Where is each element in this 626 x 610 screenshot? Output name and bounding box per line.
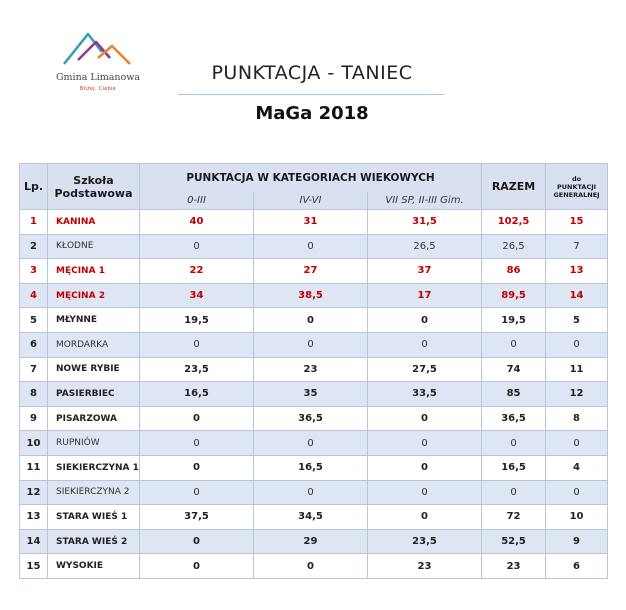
cell-cat-0-iii: 19,5 [140,308,254,333]
cell-general: 14 [546,283,608,308]
cell-cat-vii: 17 [368,283,482,308]
table-row [20,505,608,530]
cell-cat-vii: 0 [368,332,482,357]
cell-lp: 2 [20,234,48,259]
cell-cat-iv-vi: 16,5 [254,455,368,480]
cell-lp: 5 [20,308,48,333]
cell-cat-0-iii: 0 [140,234,254,259]
cell-cat-vii: 37 [368,259,482,284]
cell-cat-0-iii: 0 [140,455,254,480]
cell-general: 0 [546,431,608,456]
cell-cat-iv-vi: 27 [254,259,368,284]
cell-cat-vii: 33,5 [368,382,482,407]
cell-cat-iv-vi: 0 [254,234,368,259]
cell-cat-iv-vi: 35 [254,382,368,407]
cell-school: MĘCINA 1 [48,259,140,284]
cell-general: 11 [546,357,608,382]
cell-school: MORDARKA [48,332,140,357]
mountains-logo-icon [58,28,138,72]
cell-total: 36,5 [482,406,546,431]
cell-school: STARA WIEŚ 1 [48,505,140,530]
cell-general: 4 [546,455,608,480]
table-row [20,210,608,235]
logo-tagline: Bliżej. Ciebie [79,86,117,92]
cell-general: 13 [546,259,608,284]
cell-total: 89,5 [482,283,546,308]
table-row [20,455,608,480]
logo-name: Gmina Limanowa [55,72,141,83]
page-subtitle: MaGa 2018 [255,103,369,124]
cell-lp: 14 [20,529,48,554]
cell-cat-iv-vi: 23 [254,357,368,382]
cell-lp: 3 [20,259,48,284]
cell-lp: 6 [20,332,48,357]
cell-cat-iv-vi: 31 [254,210,368,235]
table-row [20,480,608,505]
cell-lp: 11 [20,455,48,480]
header-general-line: GENERALNEJ [553,190,600,199]
gmina-logo [52,28,144,98]
cell-cat-vii: 0 [368,431,482,456]
cell-cat-iv-vi: 0 [254,431,368,456]
table-row [20,234,608,259]
cell-cat-iv-vi: 0 [254,332,368,357]
header-general [546,164,608,210]
header-general-line: PUNKTACJI [556,182,597,191]
title-divider [178,94,444,95]
cell-cat-vii: 0 [368,505,482,530]
header-cat-iv-vi: IV-VI [254,192,368,210]
cell-lp: 13 [20,505,48,530]
cell-general: 12 [546,382,608,407]
cell-school: NOWE RYBIE [48,357,140,382]
cell-cat-iv-vi: 29 [254,529,368,554]
cell-cat-0-iii: 16,5 [140,382,254,407]
cell-school: SIEKIERCZYNA 1 [48,455,140,480]
cell-cat-vii: 31,5 [368,210,482,235]
cell-school: STARA WIEŚ 2 [48,529,140,554]
cell-school: MĘCINA 2 [48,283,140,308]
header-total: RAZEM [482,164,546,210]
cell-total: 0 [482,332,546,357]
table-row [20,529,608,554]
header-categories: PUNKTACJA W KATEGORIACH WIEKOWYCH [140,164,482,192]
cell-lp: 8 [20,382,48,407]
cell-cat-iv-vi: 0 [254,480,368,505]
table-row [20,554,608,579]
cell-total: 85 [482,382,546,407]
cell-lp: 15 [20,554,48,579]
cell-total: 0 [482,480,546,505]
cell-school: RUPNIÓW [48,431,140,456]
cell-cat-0-iii: 23,5 [140,357,254,382]
cell-lp: 1 [20,210,48,235]
cell-total: 72 [482,505,546,530]
cell-general: 5 [546,308,608,333]
results-table [19,163,608,579]
cell-cat-0-iii: 0 [140,554,254,579]
cell-cat-vii: 0 [368,480,482,505]
cell-lp: 4 [20,283,48,308]
cell-cat-iv-vi: 0 [254,308,368,333]
cell-general: 8 [546,406,608,431]
cell-school: WYSOKIE [48,554,140,579]
cell-cat-iv-vi: 38,5 [254,283,368,308]
cell-cat-vii: 27,5 [368,357,482,382]
header-cat-0-iii: 0-III [140,192,254,210]
cell-cat-vii: 23,5 [368,529,482,554]
cell-total: 19,5 [482,308,546,333]
cell-lp: 10 [20,431,48,456]
table-row [20,259,608,284]
cell-lp: 7 [20,357,48,382]
cell-total: 16,5 [482,455,546,480]
table-row [20,308,608,333]
table-row [20,357,608,382]
cell-school: KANINA [48,210,140,235]
header-general-line: do [571,174,582,183]
cell-lp: 12 [20,480,48,505]
cell-school: SIEKIERCZYNA 2 [48,480,140,505]
cell-cat-iv-vi: 36,5 [254,406,368,431]
cell-cat-0-iii: 0 [140,406,254,431]
cell-total: 86 [482,259,546,284]
cell-general: 15 [546,210,608,235]
cell-cat-vii: 0 [368,455,482,480]
table-row [20,431,608,456]
page-title: PUNKTACJA - TANIEC [211,62,413,84]
cell-school: MŁYNNE [48,308,140,333]
cell-cat-vii: 0 [368,406,482,431]
cell-total: 0 [482,431,546,456]
header-lp: Lp. [20,164,48,210]
cell-cat-0-iii: 0 [140,332,254,357]
table-row [20,332,608,357]
cell-cat-vii: 0 [368,308,482,333]
cell-general: 10 [546,505,608,530]
table-row [20,382,608,407]
cell-total: 102,5 [482,210,546,235]
cell-total: 74 [482,357,546,382]
cell-school: PASIERBIEC [48,382,140,407]
cell-lp: 9 [20,406,48,431]
table-row [20,406,608,431]
cell-general: 6 [546,554,608,579]
header-cat-vii: VII SP, II-III Gim. [368,192,482,210]
cell-cat-iv-vi: 34,5 [254,505,368,530]
cell-total: 23 [482,554,546,579]
cell-general: 0 [546,332,608,357]
cell-cat-vii: 26,5 [368,234,482,259]
cell-total: 26,5 [482,234,546,259]
cell-general: 7 [546,234,608,259]
cell-cat-0-iii: 34 [140,283,254,308]
cell-general: 0 [546,480,608,505]
cell-cat-0-iii: 0 [140,480,254,505]
cell-school: PISARZOWA [48,406,140,431]
cell-general: 9 [546,529,608,554]
cell-cat-iv-vi: 0 [254,554,368,579]
cell-cat-0-iii: 0 [140,529,254,554]
cell-total: 52,5 [482,529,546,554]
header-school: Szkoła Podstawowa [48,164,140,210]
cell-cat-0-iii: 0 [140,431,254,456]
table-row [20,283,608,308]
cell-school: KŁODNE [48,234,140,259]
cell-cat-vii: 23 [368,554,482,579]
cell-cat-0-iii: 37,5 [140,505,254,530]
cell-cat-0-iii: 22 [140,259,254,284]
cell-cat-0-iii: 40 [140,210,254,235]
